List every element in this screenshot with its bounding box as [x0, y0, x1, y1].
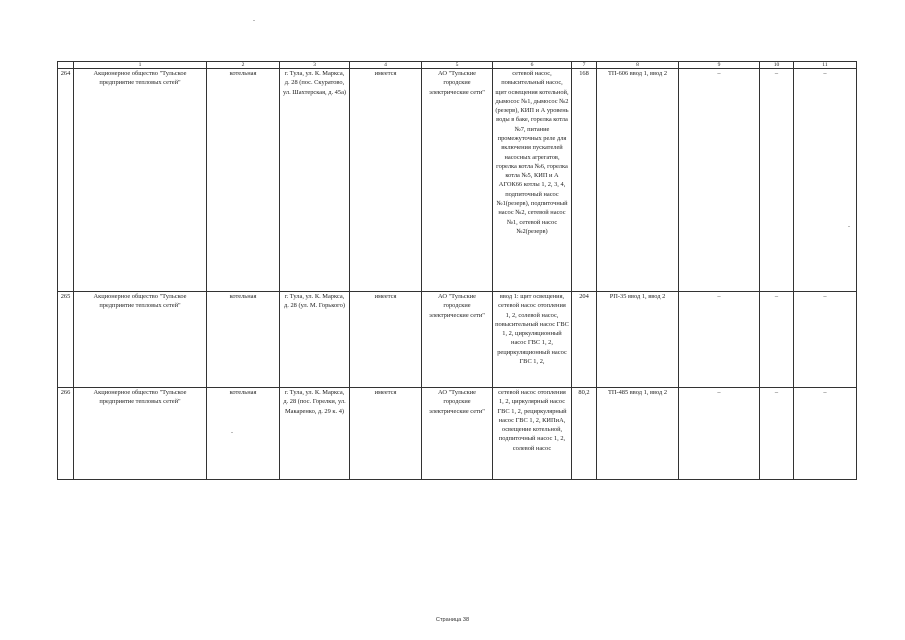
- row-number: 264: [58, 69, 74, 292]
- header-cell: 11: [794, 62, 857, 69]
- header-cell: 9: [679, 62, 760, 69]
- substation-cell: РП-35 ввод 1, ввод 2: [597, 292, 679, 388]
- header-cell: 7: [572, 62, 597, 69]
- row-number: 265: [58, 292, 74, 388]
- organization-cell: Акционерное общество "Тульское предприятие тепловых сетей": [74, 292, 207, 388]
- column-9-cell: –: [679, 388, 760, 480]
- supplier-cell: АО "Тульские городские электрические сети": [422, 388, 493, 480]
- object-type-cell: котельная: [207, 388, 280, 480]
- register-table: [57, 61, 857, 480]
- equipment-cell: ввод 1: щит освещения, сетевой насос отопления 1, 2, солевой насос, повысительный насос ГВС 1, 2, циркуляционный насос ГВС 1, 2, рециркуляционный насос ГВС 1, 2,: [493, 292, 572, 388]
- column-11-cell: –: [794, 292, 857, 388]
- capacity-cell: 80,2: [572, 388, 597, 480]
- scan-speck: [848, 226, 850, 227]
- substation-cell: ТП-485 ввод 1, ввод 2: [597, 388, 679, 480]
- table-row: [58, 292, 857, 388]
- column-11-cell: –: [794, 69, 857, 292]
- scan-speck: [253, 20, 255, 21]
- column-11-cell: –: [794, 388, 857, 480]
- header-cell: 2: [207, 62, 280, 69]
- object-type-cell: котельная: [207, 292, 280, 388]
- table-row: [58, 69, 857, 292]
- header-cell: 10: [760, 62, 794, 69]
- column-9-cell: –: [679, 292, 760, 388]
- supplier-cell: АО "Тульские городские электрические сети": [422, 69, 493, 292]
- header-cell: 3: [280, 62, 350, 69]
- object-type-cell: котельная: [207, 69, 280, 292]
- availability-cell: имеется: [350, 69, 422, 292]
- substation-cell: ТП-606 ввод 1, ввод 2: [597, 69, 679, 292]
- row-number: 266: [58, 388, 74, 480]
- equipment-cell: сетевой насос отопления 1, 2, циркулярный насос ГВС 1, 2, рециркулярный насос ГВС 1, 2, КИПиА, освещение котельной, подпиточный насос 1, 2, солевой насос: [493, 388, 572, 480]
- organization-cell: Акционерное общество "Тульское предприятие тепловых сетей": [74, 388, 207, 480]
- scan-speck: [231, 432, 233, 433]
- address-cell: г. Тула, ул. К. Маркса, д. 28 (пос. Горелки, ул. Макаренко, д. 29 к. 4): [280, 388, 350, 480]
- header-cell-row-number: [58, 62, 74, 69]
- address-cell: г. Тула, ул. К. Маркса, д. 28 (ул. М. Горького): [280, 292, 350, 388]
- column-9-cell: –: [679, 69, 760, 292]
- availability-cell: имеется: [350, 292, 422, 388]
- equipment-cell: сетевой насос, повысительный насос, щит освещения котельной, дымосос №1, дымосос №2 (резерв), КИП и А уровень воды в баке, горелка котла №7, питание промежуточных реле для включения пускателей насосных агрегатов, горелка котла №6, горелка котла №5, КИП и А АГОК66 котлы 1, 2, 3, 4, подпиточный насос №1(резерв), подпиточный насос №2, сетевой насос №1, сетевой насос №2(резерв): [493, 69, 572, 292]
- header-cell: 5: [422, 62, 493, 69]
- header-cell: 1: [74, 62, 207, 69]
- availability-cell: имеется: [350, 388, 422, 480]
- column-10-cell: –: [760, 69, 794, 292]
- header-cell: 8: [597, 62, 679, 69]
- header-cell: 6: [493, 62, 572, 69]
- page-number: Страница 38: [435, 617, 470, 623]
- organization-cell: Акционерное общество "Тульское предприятие тепловых сетей": [74, 69, 207, 292]
- column-10-cell: –: [760, 388, 794, 480]
- capacity-cell: 204: [572, 292, 597, 388]
- capacity-cell: 168: [572, 69, 597, 292]
- header-row: [58, 62, 857, 69]
- supplier-cell: АО "Тульские городские электрические сети": [422, 292, 493, 388]
- column-10-cell: –: [760, 292, 794, 388]
- address-cell: г. Тула, ул. К. Маркса, д. 28 (пос. Скуратово, ул. Шахтерская, д. 45а): [280, 69, 350, 292]
- table-row: [58, 388, 857, 480]
- header-cell: 4: [350, 62, 422, 69]
